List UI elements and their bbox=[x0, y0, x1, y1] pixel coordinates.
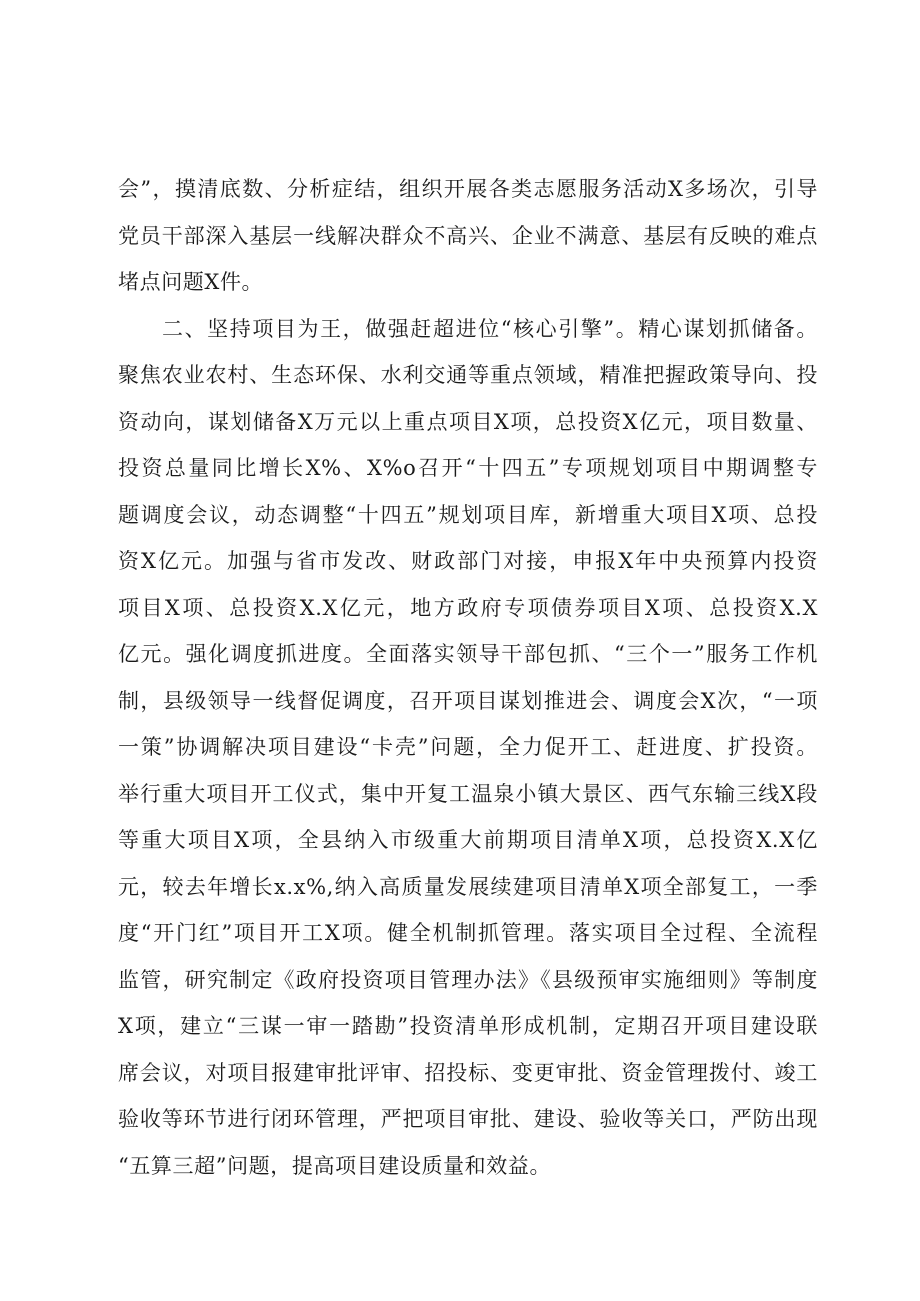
text-line: 会”，摸清底数、分析症结，组织开展各类志愿服务活动X多场次，引导 bbox=[118, 177, 818, 201]
text-line: 制，县级领导一线督促调度，召开项目谋划推进会、调度会X次，“一项 bbox=[118, 688, 818, 713]
text-line: 监管，研究制定《政府投资项目管理办法》《县级预审实施细则》等制度 bbox=[118, 967, 818, 992]
text-line: 一策”协调解决项目建设“卡壳”问题，全力促开工、赶进度、扩投资。 bbox=[118, 735, 818, 759]
text-line: 项目X项、总投资X.X亿元，地方政府专项债券项目X项、总投资X.X bbox=[118, 595, 818, 620]
text-line: 投资总量同比增长X%、X%o召开“十四五”专项规划项目中期调整专 bbox=[118, 456, 818, 480]
body-text bbox=[118, 166, 818, 1189]
text-line: 资动向，谋划储备X万元以上重点项目X项，总投资X亿元，项目数量、 bbox=[118, 409, 818, 434]
section-heading-line: 二、坚持项目为王，做强赶超进位“核心引擎”。精心谋划抓储备。 bbox=[162, 316, 818, 341]
text-line: “五算三超”问题，提高项目建设质量和效益。 bbox=[118, 1153, 552, 1178]
text-line: 党员干部深入基层一线解决群众不高兴、企业不满意、基层有反映的难点 bbox=[118, 223, 818, 248]
text-line: 元，较去年增长x.x%,纳入高质量发展续建项目清单X项全部复工，一季 bbox=[118, 874, 818, 899]
text-line: 验收等环节进行闭环管理，严把项目审批、建设、验收等关口，严防出现 bbox=[118, 1107, 818, 1131]
text-line: 资X亿元。加强与省市发改、财政部门对接，申报X年中央预算内投资 bbox=[118, 549, 818, 573]
text-line: 席会议，对项目报建审批评审、招投标、变更审批、资金管理拨付、竣工 bbox=[118, 1060, 818, 1085]
text-line: 举行重大项目开工仪式，集中开复工温泉小镇大景区、西气东输三线X段 bbox=[118, 781, 818, 806]
text-line: 堵点问题X件。 bbox=[118, 270, 264, 294]
text-line: 亿元。强化调度抓进度。全面落实领导干部包抓、“三个一”服务工作机 bbox=[118, 642, 818, 666]
text-line: 聚焦农业农村、生态环保、水利交通等重点领域，精准把握政策导向、投 bbox=[118, 363, 818, 387]
text-line: X项，建立“三谋一审一踏勘”投资清单形成机制，定期召开项目建设联 bbox=[118, 1014, 818, 1038]
text-line: 度“开门红”项目开工X项。健全机制抓管理。落实项目全过程、全流程 bbox=[118, 921, 818, 945]
text-line: 题调度会议，动态调整“十四五”规划项目库，新增重大项目X项、总投 bbox=[118, 502, 818, 527]
text-line: 等重大项目X项，全县纳入市级重大前期项目清单X项，总投资X.X亿 bbox=[118, 828, 818, 852]
